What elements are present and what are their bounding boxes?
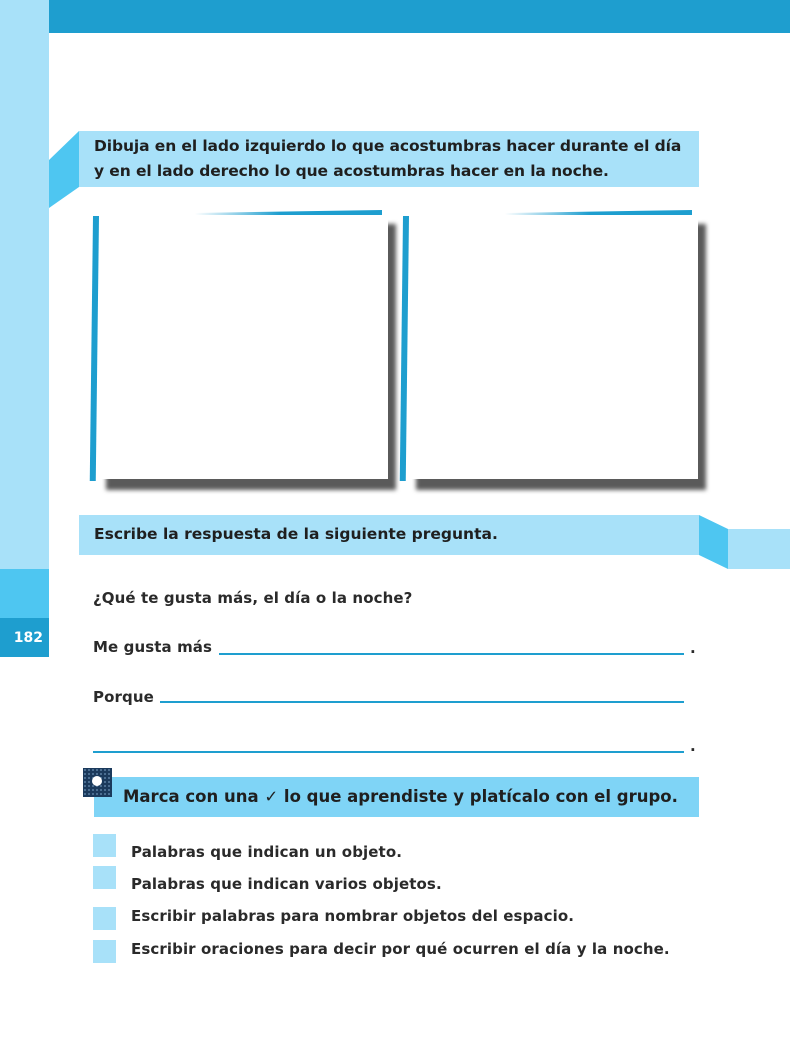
instruction-pre: Marca con una	[123, 787, 259, 806]
banner-fold-right	[699, 515, 728, 569]
checkbox-item-4[interactable]	[93, 940, 116, 963]
checklist-label: Escribir palabras para nombrar objetos del espacio.	[131, 907, 575, 925]
night-drawing-box[interactable]	[410, 216, 698, 479]
question-text: ¿Qué te gusta más, el día o la noche?	[93, 589, 413, 607]
instruction-banner-draw	[79, 131, 699, 187]
answer-label-porque: Porque	[93, 688, 154, 706]
box-accent-top	[505, 210, 692, 215]
checkmark-icon: ✓	[264, 787, 279, 806]
night-sky-icon	[83, 768, 112, 797]
box-accent-left	[400, 216, 409, 481]
drawing-area-day[interactable]	[100, 216, 388, 479]
banner-tail-right	[728, 529, 790, 569]
checklist-label: Palabras que indican un objeto.	[131, 843, 403, 861]
banner-fold-left	[49, 131, 79, 208]
header-bar	[49, 0, 790, 33]
instruction-line-1: Dibuja en el lado izquierdo lo que acostumbras hacer durante el día	[94, 137, 682, 155]
answer-label-me-gusta: Me gusta más	[93, 638, 213, 656]
checkbox-item-3[interactable]	[93, 907, 116, 930]
checklist-label: Palabras que indican varios objetos.	[131, 875, 442, 893]
checklist-label: Escribir oraciones para decir por qué ocurren el día y la noche.	[131, 940, 670, 958]
checkbox-item-2[interactable]	[93, 866, 116, 889]
box-accent-left	[90, 216, 99, 481]
instruction-banner-checklist	[94, 777, 699, 817]
instruction-post: lo que aprendiste y platícalo con el grupo.	[283, 787, 678, 806]
page-number-tab	[0, 618, 49, 657]
sidebar-band-medium	[0, 569, 49, 618]
instruction-line-2: y en el lado derecho lo que acostumbras hacer en la noche.	[94, 162, 609, 180]
box-accent-top	[195, 210, 382, 215]
answer-line-porque[interactable]	[160, 701, 684, 703]
moon-icon	[92, 776, 102, 786]
drawing-area-night[interactable]	[410, 216, 698, 479]
day-drawing-box[interactable]	[100, 216, 388, 479]
sidebar-band-light	[0, 0, 49, 569]
answer-line-porque-continued[interactable]	[93, 751, 684, 753]
period: .	[690, 737, 696, 755]
instruction-text: Escribe la respuesta de la siguiente pregunta.	[94, 525, 498, 543]
answer-line-me-gusta[interactable]	[219, 653, 684, 655]
instruction-banner-write	[79, 515, 699, 555]
period: .	[690, 639, 696, 657]
page-number: 182	[13, 629, 43, 646]
checkbox-item-1[interactable]	[93, 834, 116, 857]
